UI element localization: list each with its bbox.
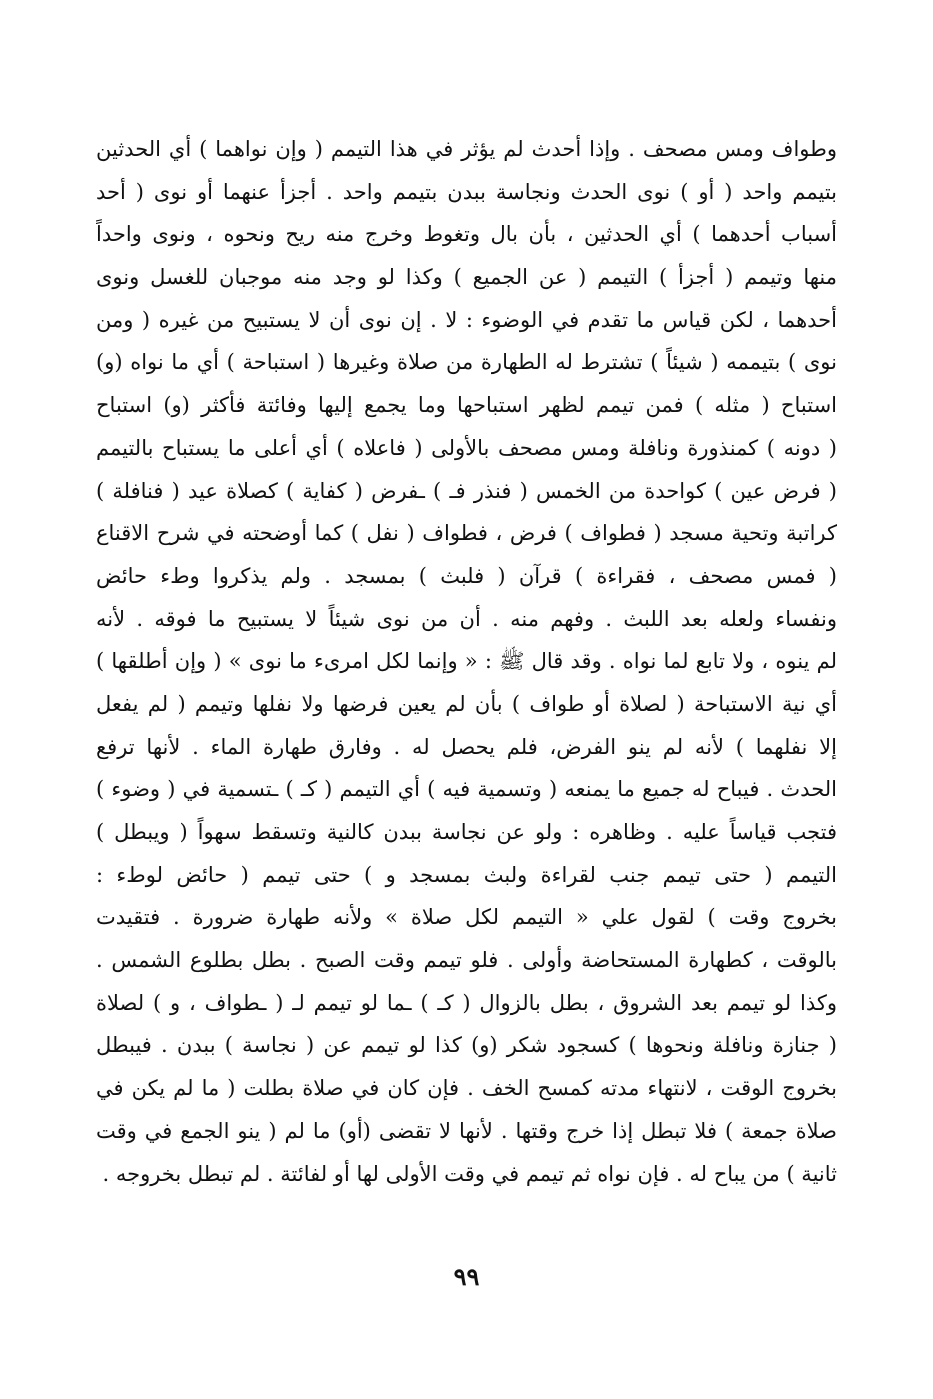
- text-line: لم ينوه ، ولا تابع لما نواه . وقد قال ﷺ : « وإنما لكل امرىء ما نوى » ( وإن أطلقها ): [96, 649, 837, 674]
- text-line: أي نية الاستباحة ( لصلاة أو طواف ) بأن لم يعين فرضها ولا نفلها وتيمم ( لم يفعل: [96, 691, 837, 716]
- text-line: نوى ) بتيممه ( شيئاً ) تشترط له الطهارة من صلاة وغيرها ( استباحة ) أي ما نواه (و): [96, 350, 837, 375]
- text-line: ( فرض عين ) كواحدة من الخمس ( فنذر فـ ) ـفرض ( كفاية ) كصلاة عيد ( فنافلة ): [96, 478, 837, 503]
- text-line: ثانية ) من يباح له . فإن نواه ثم تيمم في وقت الأولى لها أو لفائتة . لم تبطل بخروجه .: [102, 1161, 837, 1186]
- text-line: منها وتيمم ( أجزأ ) التيمم ( عن الجميع ) وكذا لو وجد منه موجبان للغسل ونوى: [96, 265, 837, 290]
- page-number: ٩٩: [453, 1262, 480, 1291]
- text-line: بخروج الوقت ، لانتهاء مدته كمسح الخف . فإن كان في صلاة بطلت ( ما لم يكن في: [96, 1076, 837, 1101]
- text-line: فتجب قياساً عليه . وظاهره : ولو عن نجاسة ببدن كالنية وتسقط سهواً ( ويبطل ): [96, 820, 837, 844]
- text-line: كراتبة وتحية مسجد ( فطواف ) فرض ، فطواف ( نفل ) كما أوضحته في شرح الاقناع: [96, 521, 837, 546]
- text-line: ( فمس مصحف ، فقراءة ) قرآن ( فلبث ) بمسجد . ولم يذكروا وطء حائض: [96, 563, 837, 588]
- text-line: أسباب أحدهما ) أي الحدثين ، بأن بال وتغوط وخرج منه ريح ونحوه ، ونوى واحداً: [96, 222, 837, 247]
- text-line: وطواف ومس مصحف . وإذا أحدث لم يؤثر في هذا التيمم ( وإن نواهما ) أي الحدثين: [96, 137, 837, 161]
- text-line: استباح ( مثله ) فمن تيمم لظهر استباحها وما يجمع إليها وفائتة فأكثر (و) استباح: [96, 393, 837, 418]
- text-line: ( جنازة ونافلة ونحوها ) كسجود شكر (و) كذا لو تيمم عن ( نجاسة ) ببدن . فيبطل: [96, 1033, 837, 1058]
- text-line: بالوقت ، كطهارة المستحاضة وأولى . فلو تيمم وقت الصبح . بطل بطلوع الشمس .: [96, 948, 837, 973]
- text-line: بتيمم واحد ( أو ) نوى الحدث ونجاسة ببدن بتيمم واحد . أجزأ عنهما أو نوى ( أحد: [96, 179, 837, 204]
- text-line: ونفساء ولعله بعد اللبث . وفهم منه . أن من نوى شيئاً لا يستبيح ما فوقه . لأنه: [96, 606, 837, 631]
- text-line: الحدث . فيباح له جميع ما يمنعه ( وتسمية فيه ) أي التيمم ( كـ ) ـتسمية في ( وضوء ): [96, 777, 837, 802]
- text-line: التيمم ( حتى تيمم جنب لقراءة ولبث بمسجد و ) حتى تيمم ( حائض لوطء :: [96, 862, 837, 887]
- text-line: أحدهما ، لكن قياس ما تقدم في الوضوء : لا . إن نوى أن لا يستبيح من غيره ( ومن: [96, 307, 837, 332]
- text-line: وكذا لو تيمم بعد الشروق ، بطل بالزوال ( كـ ) ـما لو تيمم لـ ( ـطواف ، و ) لصلاة: [96, 990, 837, 1015]
- body-text: [96, 128, 837, 1195]
- text-line: ( دونه ) كمنذورة ونافلة ومس مصحف بالأولى ( فاعلاه ) أي أعلى ما يستباح بالتيمم: [96, 435, 837, 460]
- text-line: إلا نفلهما ) لأنه لم ينو الفرض، فلم يحصل له . وفارق طهارة الماء . لأنها ترفع: [96, 734, 837, 759]
- text-line: صلاة جمعة ) فلا تبطل إذا خرج وقتها . لأنها لا تقضى (أو) ما لم ( ينو الجمع في وقت: [96, 1118, 837, 1143]
- text-line: بخروج وقت ) لقول علي « التيمم لكل صلاة » ولأنه طهارة ضرورة . فتقيدت: [96, 905, 837, 930]
